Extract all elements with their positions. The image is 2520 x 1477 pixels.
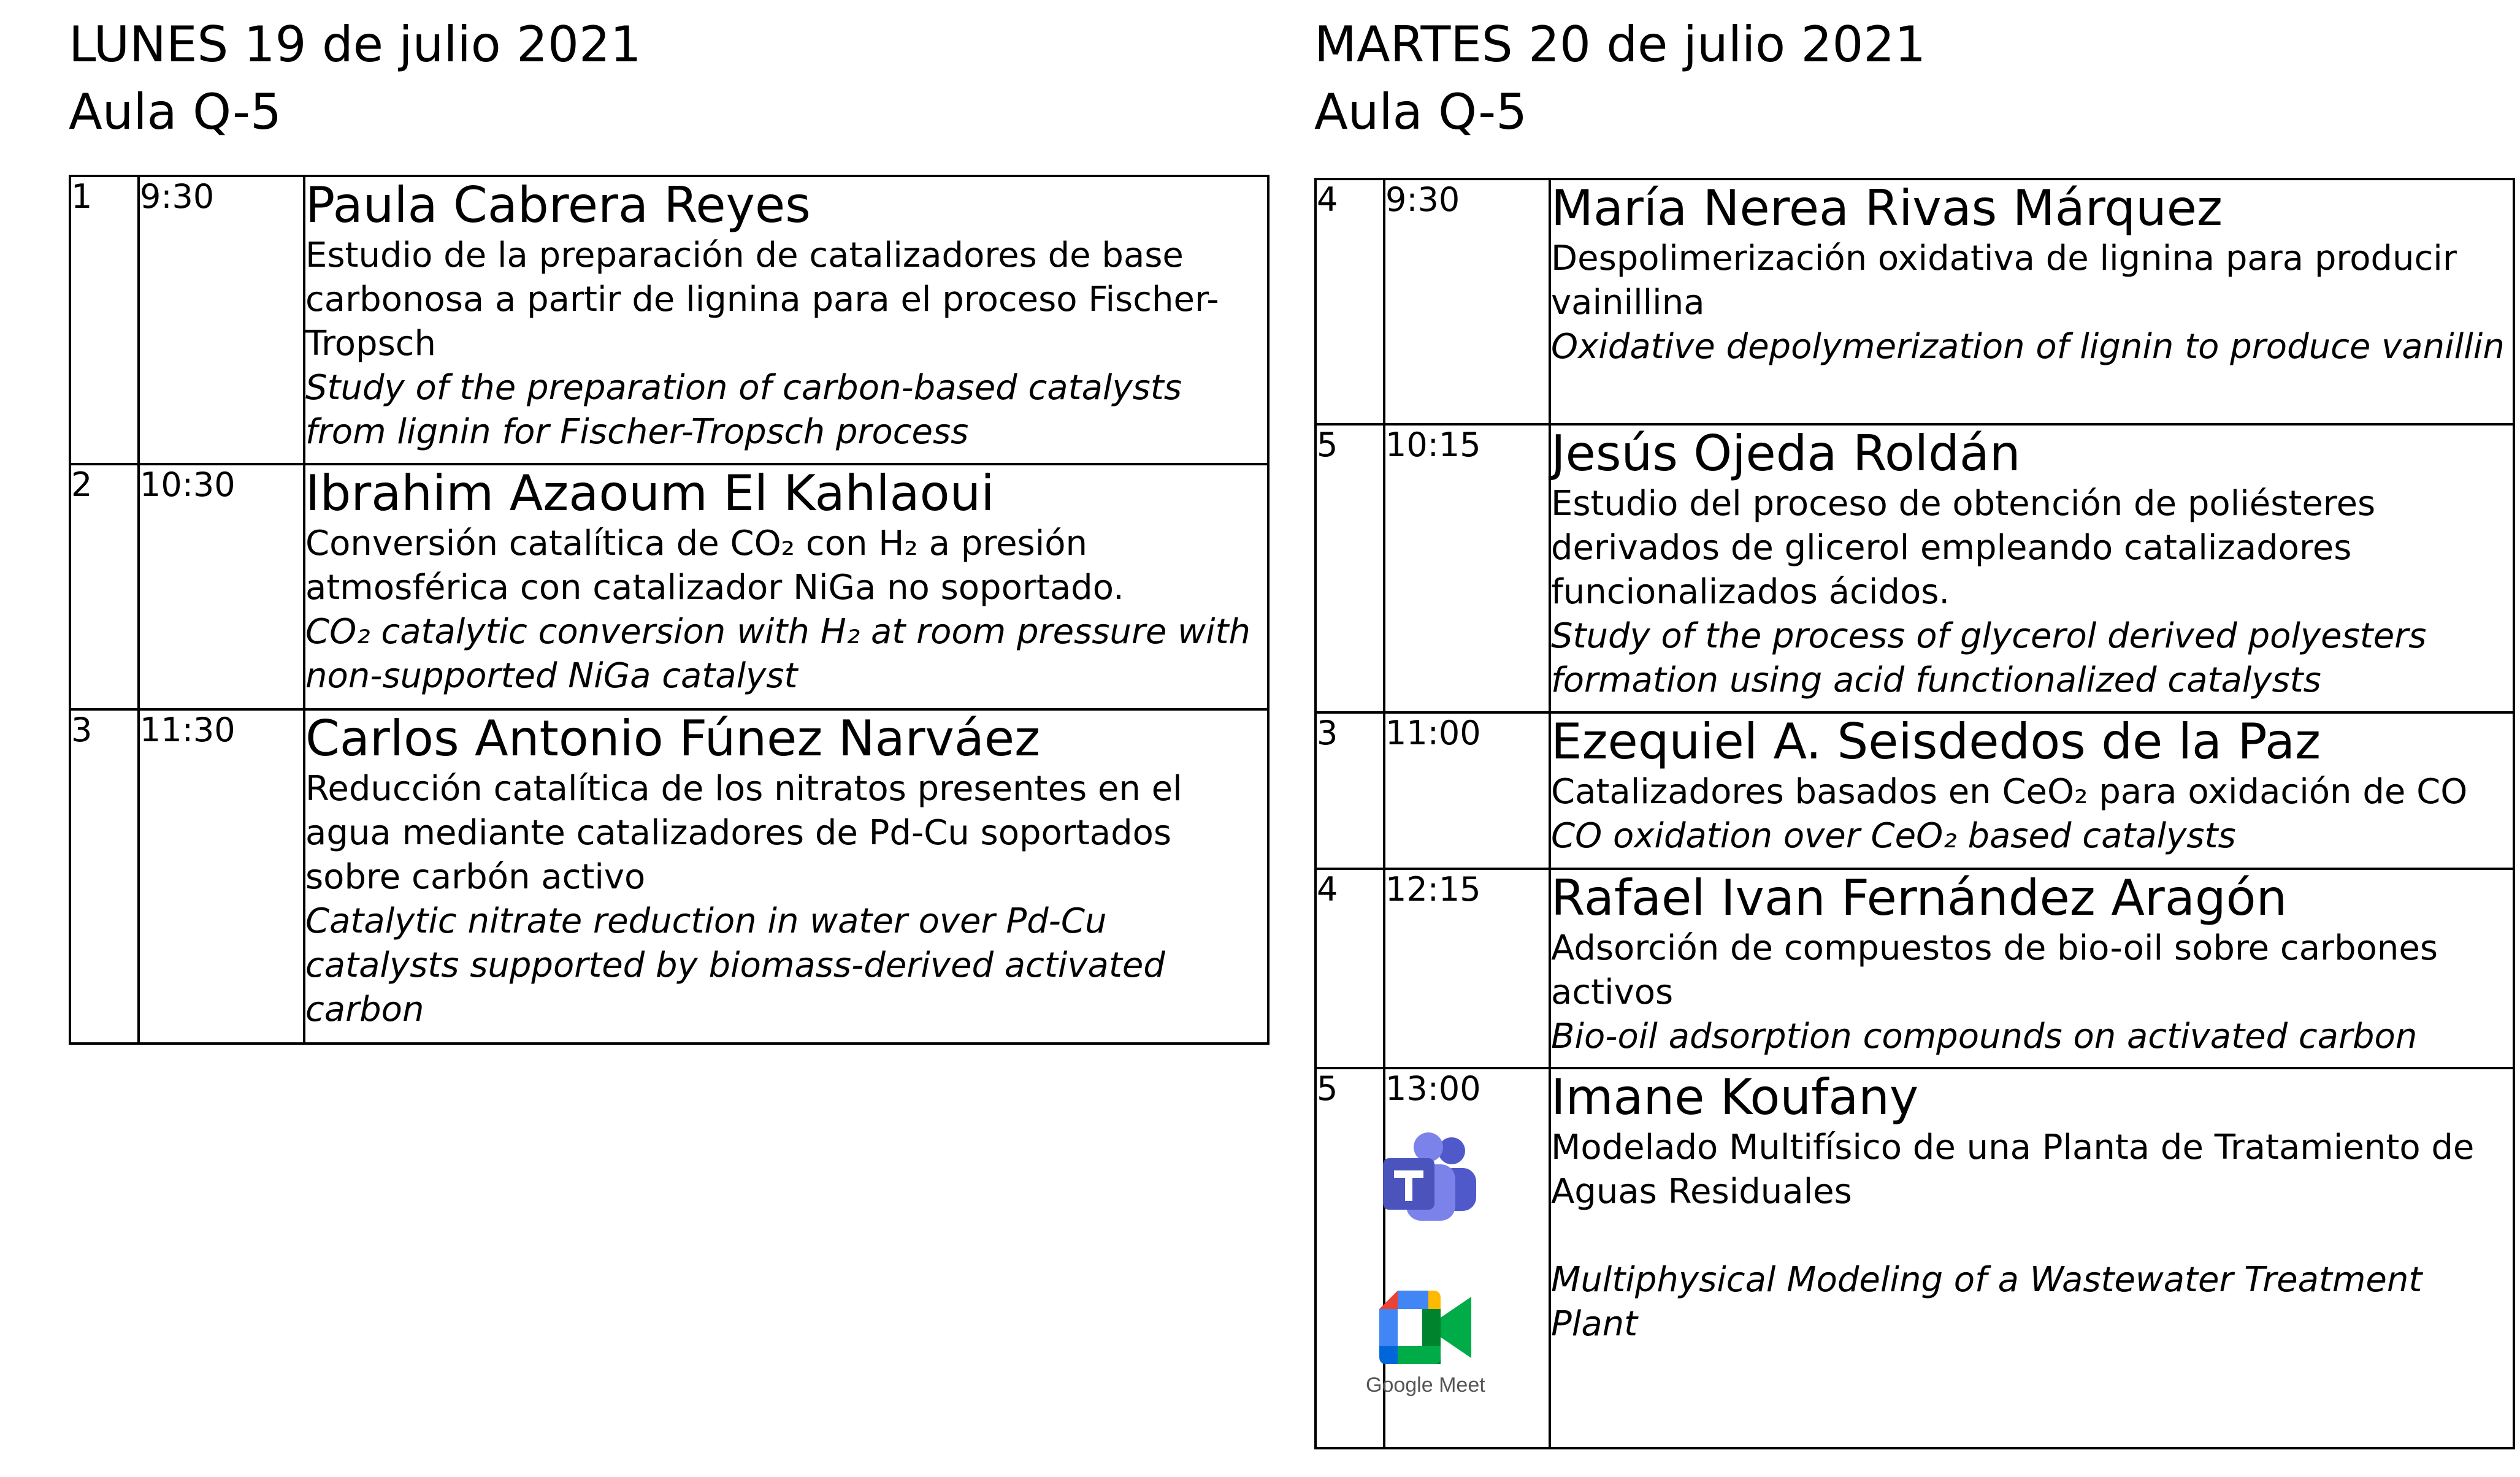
google-meet-label: Google Meet [1366,1373,1485,1397]
title-spanish: Adsorción de compuestos de bio-oil sobre carbones activos [1551,928,2438,1012]
tuesday-day-heading: MARTES 20 de julio 2021 [1314,16,1926,73]
row-content [304,709,1268,1044]
monday-table [69,175,1270,1045]
teams-icon [1379,1132,1484,1224]
table-row [70,176,1268,464]
title-english: Oxidative depolymerization of lignin to produce vanillin [1551,327,2505,367]
monday-room-heading: Aula Q-5 [69,83,282,140]
presenter-name: Ibrahim Azaoum El Kahlaoui [305,465,995,522]
row-number: 5 [1316,424,1384,712]
table-row [1316,179,2514,424]
row-time: 11:00 [1384,712,1550,869]
tuesday-table [1314,178,2515,1449]
row-number: 3 [70,709,139,1044]
presenter-name: Jesús Ojeda Roldán [1551,425,2021,482]
title-spanish: Catalizadores basados en CeO₂ para oxidación de CO [1551,772,2468,812]
title-spanish: Reducción catalítica de los nitratos presentes en el agua mediante catalizadores de Pd-Cu soportados sobre carbón activo [305,769,1182,897]
row-time: 9:30 [1384,179,1550,424]
title-english: Multiphysical Modeling of a Wastewater Treatment Plant [1551,1260,2422,1344]
title-english: CO oxidation over CeO₂ based catalysts [1551,816,2236,856]
title-spanish: Conversión catalítica de CO₂ con H₂ a presión atmosférica con catalizador NiGa no soportado. [305,524,1124,608]
presenter-name: Imane Koufany [1551,1069,1919,1126]
tuesday-room-heading: Aula Q-5 [1314,83,1528,140]
row-number: 4 [1316,179,1384,424]
row-time-text: 13:00 [1385,1069,1481,1108]
row-content [1550,712,2514,869]
google-meet-link[interactable] [1366,1291,1549,1397]
row-number: 1 [70,176,139,464]
presenter-name: Paula Cabrera Reyes [305,177,811,234]
teams-link[interactable] [1379,1132,1549,1232]
row-number: 2 [70,464,139,709]
title-english: Bio-oil adsorption compounds on activated carbon [1551,1017,2418,1056]
title-english: Catalytic nitrate reduction in water over Pd-Cu catalysts supported by biomass-derived activated carbon [305,901,1165,1029]
row-number: 4 [1316,869,1384,1068]
table-row [1316,869,2514,1068]
row-content [304,176,1268,464]
row-content [1550,424,2514,712]
table-row [1316,424,2514,712]
title-spanish: Despolimerización oxidativa de lignina para producir vainillina [1551,239,2457,322]
presenter-name: Rafael Ivan Fernández Aragón [1551,869,2288,926]
google-meet-icon [1379,1291,1477,1364]
table-row [1316,1068,2514,1448]
title-english: Study of the preparation of carbon-based catalysts from lignin for Fischer-Tropsch process [305,368,1182,452]
title-spanish: Estudio de la preparación de catalizadores de base carbonosa a partir de lignina para el proceso Fischer-Tropsch [305,235,1219,364]
row-time: 12:15 [1384,869,1550,1068]
row-time [1366,1068,1550,1448]
row-time: 9:30 [139,176,304,464]
row-content [1550,179,2514,424]
monday-day-heading: LUNES 19 de julio 2021 [69,16,641,73]
row-number: 5 [1316,1068,1384,1448]
row-content [1550,1068,2514,1448]
row-time: 10:30 [139,464,304,709]
spacer [1551,1214,2513,1258]
title-english: CO₂ catalytic conversion with H₂ at room pressure with non-supported NiGa catalyst [305,612,1250,696]
row-time: 11:30 [139,709,304,1044]
row-content [304,464,1268,709]
table-row [70,709,1268,1044]
presenter-name: Ezequiel A. Seisdedos de la Paz [1551,713,2321,770]
table-row [1316,712,2514,869]
title-spanish: Estudio del proceso de obtención de poliésteres derivados de glicerol empleando catalizadores funcionalizados ácidos. [1551,484,2376,612]
row-number: 3 [1316,712,1384,869]
row-time: 10:15 [1384,424,1550,712]
presenter-name: Carlos Antonio Fúnez Narváez [305,710,1041,767]
row-content [1550,869,2514,1068]
title-english: Study of the process of glycerol derived polyesters formation using acid functionalized catalysts [1551,616,2427,700]
presenter-name: María Nerea Rivas Márquez [1551,180,2223,237]
table-row [70,464,1268,709]
title-spanish: Modelado Multifísico de una Planta de Tratamiento de Aguas Residuales [1551,1128,2475,1212]
